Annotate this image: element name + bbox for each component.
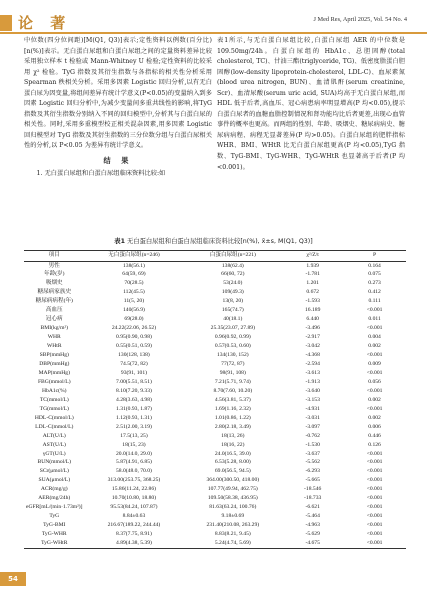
header-p-value: P bbox=[343, 251, 406, 262]
p-value: <0.001 bbox=[366, 531, 383, 538]
table-row bbox=[24, 261, 406, 270]
row-label: TyG-WHR bbox=[41, 531, 67, 538]
statistic-value: -1.593 bbox=[305, 298, 320, 305]
statistic-value: 6.440 bbox=[306, 316, 319, 323]
row-label: TyG-BMI bbox=[43, 522, 66, 529]
statistic-value: -3.496 bbox=[305, 325, 320, 332]
clinical-data-table bbox=[24, 250, 406, 549]
header-albuminuria: 白蛋白尿组(n=221) bbox=[183, 251, 282, 262]
row-label: LDL-C(mmol/L) bbox=[35, 423, 74, 430]
p-value: 0.111 bbox=[368, 298, 381, 305]
statistic-value: -5.629 bbox=[305, 531, 320, 538]
table-row bbox=[24, 297, 406, 306]
statistic-value: 1.939 bbox=[306, 262, 319, 269]
albuminuria-value: 77(72, 87) bbox=[221, 360, 245, 367]
no-albuminuria-value: 313.00(253.75, 368.25) bbox=[107, 477, 161, 484]
row-label: HDL-C(mmol/L) bbox=[34, 414, 74, 421]
row-label: TG(mmol/L) bbox=[39, 405, 69, 412]
statistic-value: -1.913 bbox=[305, 378, 320, 385]
albuminuria-value: 5.24(4.74, 5.69) bbox=[183, 539, 282, 548]
statistic-value: -4.963 bbox=[305, 522, 320, 529]
statistic-value: -3.153 bbox=[305, 396, 320, 403]
statistic-value: -6.621 bbox=[305, 504, 320, 511]
section-label: 论 著 bbox=[18, 14, 72, 32]
no-albuminuria-value: 8.10(7.20, 9.33) bbox=[116, 387, 152, 394]
results-paragraph-start: 1. 无白蛋白尿组和白蛋白尿组临床资料比较:如 bbox=[36, 170, 166, 178]
table-row bbox=[24, 450, 406, 459]
row-label: SBP(mmHg) bbox=[39, 352, 69, 359]
p-value: <0.001 bbox=[366, 387, 383, 394]
statistic-value: 16.189 bbox=[304, 307, 321, 314]
albuminuria-value: 9.18±0.69 bbox=[221, 513, 245, 520]
albuminuria-value: 25.35(23.07, 27.89) bbox=[210, 325, 255, 332]
header-accent-bar bbox=[0, 15, 12, 31]
statistic-value: -18.546 bbox=[304, 486, 322, 493]
p-value: <0.001 bbox=[366, 459, 383, 466]
statistic-value: -6.293 bbox=[305, 468, 320, 475]
albuminuria-value: 138(62.4) bbox=[221, 262, 244, 269]
row-label: AER(mg/24h) bbox=[38, 495, 71, 502]
statistic-value: -2.917 bbox=[305, 334, 320, 341]
albuminuria-value: 40(18.1) bbox=[223, 316, 243, 323]
no-albuminuria-value: 1.31(0.93, 1.87) bbox=[116, 405, 152, 412]
table-row bbox=[24, 351, 406, 360]
row-label: TC(mmol/L) bbox=[39, 396, 69, 403]
table-row bbox=[24, 306, 406, 315]
row-label: SCr(μmol/L) bbox=[39, 468, 69, 475]
albuminuria-value: 2.80(2.18, 3.49) bbox=[214, 423, 251, 430]
row-label: BUN(mmol/L) bbox=[37, 459, 72, 466]
statistic-value: -5.562 bbox=[305, 459, 320, 466]
methods-paragraph: 中位数(四分位间距)[M(Q1, Q3)]表示;定性资料以例数(百分比)[n(%)]表示。无白蛋白尿组和白蛋白尿组之间的定量资料差异比较采用独立样本 t 检验或 Mann-Whitney U 检验;定性资料的比较采用 χ² 检验。TyG 指数及其衍生指数与各指标的相关性分析采用 Spearman 秩相关分析。采用多因素 Logistic 回归分析,以有无白蛋白尿为因变量,将组间差异有统计学意义(P<0.05)的变量纳入到多因素 Logistic 回归分析中,为减少变量间多重共线性的影响,将TyG指数及其衍生指数分别纳入不同的回归模型中,分析其与白蛋白尿的相关性。同时,采用多重模型校正相关混杂因素,用多因素 Logistic 回归模型对 TyG 指数及其衍生指数的三分位数分组与白蛋白尿相关性的分析,以 P<0.05 为差异有统计学意义。 bbox=[24, 37, 212, 150]
row-label: SUA(μmol/L) bbox=[38, 477, 71, 484]
p-value: 0.002 bbox=[368, 343, 381, 350]
no-albuminuria-value: 11(5, 20) bbox=[123, 298, 145, 305]
table-row bbox=[24, 279, 406, 288]
albuminuria-value: 109.50(58.38, 436.95) bbox=[207, 495, 258, 502]
table-row bbox=[24, 324, 406, 333]
table-caption bbox=[0, 237, 427, 247]
p-value: <0.001 bbox=[366, 369, 383, 376]
no-albuminuria-value: 74.5(72, 82) bbox=[120, 360, 148, 367]
row-label: 高血压 bbox=[45, 307, 63, 314]
albuminuria-value: 107.77(49.94, 462.75) bbox=[207, 486, 258, 493]
albuminuria-value: 8.70(7.60, 10.20) bbox=[213, 387, 253, 394]
row-label: 糖尿病病程(年) bbox=[35, 298, 73, 305]
row-label: ACR(mg/g) bbox=[40, 486, 68, 493]
table-row bbox=[24, 467, 406, 476]
table-row bbox=[24, 432, 406, 441]
statistic-value: -2.594 bbox=[305, 360, 320, 367]
table-caption-label: 表1 bbox=[114, 238, 125, 245]
table-row bbox=[24, 405, 406, 414]
albuminuria-value: 109(49.3) bbox=[221, 289, 244, 296]
p-value: <0.001 bbox=[366, 307, 383, 314]
albuminuria-value: 98(91, 108) bbox=[219, 369, 246, 376]
no-albuminuria-value: 17.5(13, 25) bbox=[120, 432, 148, 439]
albuminuria-value: 4.56(3.81, 5.37) bbox=[214, 396, 251, 403]
row-label: eGFR[mL/(min·1.73m²)] bbox=[26, 504, 83, 511]
no-albuminuria-value: 5.87(4.91, 6.85) bbox=[116, 459, 152, 466]
p-value: 0.273 bbox=[368, 280, 381, 287]
table-row bbox=[24, 512, 406, 521]
row-label: 年龄(岁) bbox=[44, 271, 65, 278]
albuminuria-value: 165(74.7) bbox=[221, 307, 244, 314]
statistic-value: -3.640 bbox=[305, 387, 320, 394]
p-value: <0.001 bbox=[366, 486, 383, 493]
p-value: <0.001 bbox=[366, 468, 383, 475]
p-value: <0.001 bbox=[366, 522, 383, 529]
statistic-value: -4.675 bbox=[282, 539, 343, 548]
no-albuminuria-value: 18(15, 23) bbox=[122, 441, 146, 448]
p-value: 0.056 bbox=[368, 378, 381, 385]
table-row bbox=[24, 530, 406, 539]
statistic-value: -0.762 bbox=[305, 432, 320, 439]
row-label: γGT(U/L) bbox=[42, 450, 66, 457]
header-no-albuminuria: 无白蛋白尿组(n=246) bbox=[85, 251, 184, 262]
albuminuria-value: 18(16, 22) bbox=[221, 441, 245, 448]
no-albuminuria-value: 95.53(84.24, 107.87) bbox=[110, 504, 158, 511]
no-albuminuria-value: 8.37(7.75, 8.91) bbox=[116, 531, 152, 538]
results-heading: 结 果 bbox=[103, 156, 133, 166]
no-albuminuria-value: 69(28.0) bbox=[124, 316, 144, 323]
left-column bbox=[24, 36, 212, 180]
journal-citation: J Med Res, April 2025, Vol. 54 No. 4 bbox=[313, 16, 407, 23]
table-row bbox=[24, 503, 406, 512]
table-row bbox=[24, 458, 406, 467]
albuminuria-value: 81.63(63.24, 100.76) bbox=[209, 504, 257, 511]
no-albuminuria-value: 7.00(5.51, 8.51) bbox=[116, 378, 152, 385]
p-value: <0.001 bbox=[366, 352, 383, 359]
no-albuminuria-value: 8.84±0.63 bbox=[122, 513, 146, 520]
table-row bbox=[24, 521, 406, 530]
statistic-value: -4.368 bbox=[305, 352, 320, 359]
p-value: 0.009 bbox=[368, 360, 381, 367]
albuminuria-value: 1.01(0.86, 1.22) bbox=[214, 414, 251, 421]
p-value: 0.011 bbox=[368, 316, 381, 323]
p-value: 0.126 bbox=[368, 441, 381, 448]
no-albuminuria-value: 15.86(11.24, 22.86) bbox=[111, 486, 156, 493]
row-label: FBG(mmol/L) bbox=[37, 378, 71, 385]
albuminuria-value: 13(8, 20) bbox=[222, 298, 244, 305]
no-albuminuria-value: 140(56.9) bbox=[123, 307, 145, 314]
statistic-value: -3.613 bbox=[305, 369, 320, 376]
no-albuminuria-value: 24.22(22.06, 26.52) bbox=[111, 325, 157, 332]
no-albuminuria-value: 4.28(3.63, 4.98) bbox=[116, 396, 152, 403]
p-value: <0.001 bbox=[366, 495, 383, 502]
albuminuria-value: 66(60, 72) bbox=[221, 271, 245, 278]
p-value: <0.001 bbox=[366, 504, 383, 511]
row-label: MAP(mmHg) bbox=[38, 369, 70, 376]
albuminuria-value: 231.40(210.08, 263.29) bbox=[206, 522, 260, 529]
p-value: 0.004 bbox=[368, 334, 381, 341]
no-albuminuria-value: 20.0(14.0, 29.0) bbox=[116, 450, 152, 457]
albuminuria-value: 1.69(1.16, 2.32) bbox=[214, 405, 251, 412]
table-row bbox=[24, 414, 406, 423]
p-value: 0.075 bbox=[368, 271, 381, 278]
p-value: 0.164 bbox=[368, 262, 381, 269]
no-albuminuria-value: 130(128, 138) bbox=[118, 352, 150, 359]
statistic-value: -18.733 bbox=[304, 495, 322, 502]
table-row bbox=[24, 423, 406, 432]
results-paragraph-continued: 表1所示,与无白蛋白尿组比较,白蛋白尿组 AER 的中位数是 109.50mg/24h。白蛋白尿组的 HbA1c、总胆固醇(total cholesterol, TC)、甘油三酯(triglyceride, TG)、低密度脂蛋白胆固醇(low-density lipoprotein-cholesterol, LDL-C)、血尿素氮(blood urea nitrogen, BUN)、血清肌酐(serum creatinine, Scr)、血清尿酸(serum uric acid, SUA)均高于无白蛋白尿组,而 HDL 低于后者,高血压、冠心病患病率明显增高(P 均<0.05),提示白蛋白尿者的血糖血脂控制情况和肾功能均比后者更差,出现心血管事件的概率也更高。而两组的性别、年龄、吸烟史、糖尿病病史、糖尿病病程、病程无显著差异(P 均>0.05)。白蛋白尿组的肥胖指标 WHR、BMI、WHtR 比无白蛋白尿组更高(P 均<0.05),TyG 指数、TyG-BMI、TyG-WHR、TyG-WHtR 也显著高于后者(P 均<0.001)。 bbox=[217, 37, 405, 171]
row-label: AST(U/L) bbox=[42, 441, 66, 448]
no-albuminuria-value: 93(91, 101) bbox=[120, 369, 147, 376]
table-row bbox=[24, 476, 406, 485]
p-value: 0.412 bbox=[368, 289, 381, 296]
p-value: <0.001 bbox=[366, 450, 383, 457]
row-label: BMI(kg/m²) bbox=[40, 325, 68, 332]
albuminuria-value: 7.21(5.71, 9.74) bbox=[214, 378, 251, 385]
table-row bbox=[24, 333, 406, 342]
statistic-value: -1.781 bbox=[305, 271, 320, 278]
statistic-value: -3.097 bbox=[305, 423, 320, 430]
p-value: 0.002 bbox=[368, 396, 381, 403]
table-row bbox=[24, 539, 406, 548]
no-albuminuria-value: 58.0(48.0, 70.0) bbox=[116, 468, 152, 475]
p-value: <0.001 bbox=[366, 325, 383, 332]
table-body bbox=[24, 261, 406, 549]
header-item: 项目 bbox=[24, 251, 85, 262]
albuminuria-value: 0.96(0.92, 0.99) bbox=[214, 334, 251, 341]
albuminuria-value: 0.57(0.53, 0.60) bbox=[214, 343, 251, 350]
table-row bbox=[24, 270, 406, 279]
albuminuria-value: 53(24.0) bbox=[223, 280, 243, 287]
table-row bbox=[24, 387, 406, 396]
row-label: 冠心病 bbox=[45, 316, 63, 323]
table-row bbox=[24, 342, 406, 351]
albuminuria-value: 134(130, 152) bbox=[216, 352, 249, 359]
albuminuria-value: 8.83(8.21, 9.45) bbox=[214, 531, 251, 538]
table-row bbox=[24, 288, 406, 297]
row-label: WHtR bbox=[46, 343, 62, 350]
no-albuminuria-value: 64(59, 69) bbox=[122, 271, 146, 278]
statistic-value: -1.530 bbox=[305, 441, 320, 448]
row-label: WHR bbox=[47, 334, 61, 341]
no-albuminuria-value: 138(56.1) bbox=[123, 262, 145, 269]
row-label: 吸烟史 bbox=[45, 280, 63, 287]
statistic-value: -5.464 bbox=[305, 513, 320, 520]
albuminuria-value: 6.53(5.28, 8.00) bbox=[214, 459, 251, 466]
p-value: 0.006 bbox=[368, 423, 381, 430]
table-row bbox=[24, 485, 406, 494]
albuminuria-value: 69.0(56.5, 94.5) bbox=[214, 468, 251, 475]
right-column bbox=[217, 36, 405, 173]
statistic-value: 0.672 bbox=[306, 289, 319, 296]
table-row bbox=[24, 378, 406, 387]
row-label: TyG bbox=[49, 513, 60, 520]
table-row bbox=[24, 396, 406, 405]
p-value: <0.001 bbox=[366, 405, 383, 412]
table-row bbox=[24, 441, 406, 450]
statistic-value: -5.665 bbox=[305, 477, 320, 484]
no-albuminuria-value: 70(28.5) bbox=[124, 280, 144, 287]
header-statistic: χ²/Z/t bbox=[282, 251, 343, 262]
header-rule bbox=[0, 32, 427, 34]
no-albuminuria-value: 0.55(0.51, 0.59) bbox=[116, 343, 152, 350]
row-label: TyG-WHtR bbox=[24, 539, 85, 548]
albuminuria-value: 24.0(16.5, 39.0) bbox=[214, 450, 251, 457]
no-albuminuria-value: 112(45.5) bbox=[123, 289, 145, 296]
no-albuminuria-value: 4.89(4.38, 5.39) bbox=[85, 539, 184, 548]
no-albuminuria-value: 216.67(189.22, 244.44) bbox=[107, 522, 161, 529]
page-number: 54 bbox=[8, 575, 18, 583]
p-value: 0.002 bbox=[368, 414, 381, 421]
no-albuminuria-value: 0.95(0.90, 0.98) bbox=[116, 334, 152, 341]
row-label: DBP(mmHg) bbox=[39, 360, 70, 367]
table-row bbox=[24, 360, 406, 369]
p-value: <0.001 bbox=[366, 513, 383, 520]
statistic-value: -3.637 bbox=[305, 450, 320, 457]
table-row bbox=[24, 494, 406, 503]
row-label: HbA1c(%) bbox=[41, 387, 67, 394]
statistic-value: -4.931 bbox=[305, 405, 320, 412]
albuminuria-value: 364.00(300.50, 418.00) bbox=[206, 477, 260, 484]
table-header-row bbox=[24, 251, 406, 262]
p-value: 0.446 bbox=[368, 432, 381, 439]
albuminuria-value: 18(13, 26) bbox=[221, 432, 245, 439]
statistic-value: -3.042 bbox=[305, 343, 320, 350]
table-row bbox=[24, 369, 406, 378]
no-albuminuria-value: 10.70(10.80, 18.80) bbox=[111, 495, 157, 502]
table-row bbox=[24, 315, 406, 324]
statistic-value: 1.201 bbox=[306, 280, 319, 287]
p-value: <0.001 bbox=[366, 477, 383, 484]
page-number-badge bbox=[0, 572, 26, 586]
statistic-value: -3.031 bbox=[305, 414, 320, 421]
row-label: 男性 bbox=[48, 262, 60, 269]
p-value: <0.001 bbox=[343, 539, 406, 548]
no-albuminuria-value: 2.51(2.00, 3.19) bbox=[116, 423, 152, 430]
no-albuminuria-value: 1.12(0.93, 1.31) bbox=[116, 414, 152, 421]
table-caption-text: 无白蛋白尿组和白蛋白尿组临床资料比较[n(%), x̄±s, M(Q1, Q3)] bbox=[126, 238, 313, 245]
row-label: 糖尿病家族史 bbox=[37, 289, 72, 296]
row-label: ALT(U/L) bbox=[42, 432, 66, 439]
